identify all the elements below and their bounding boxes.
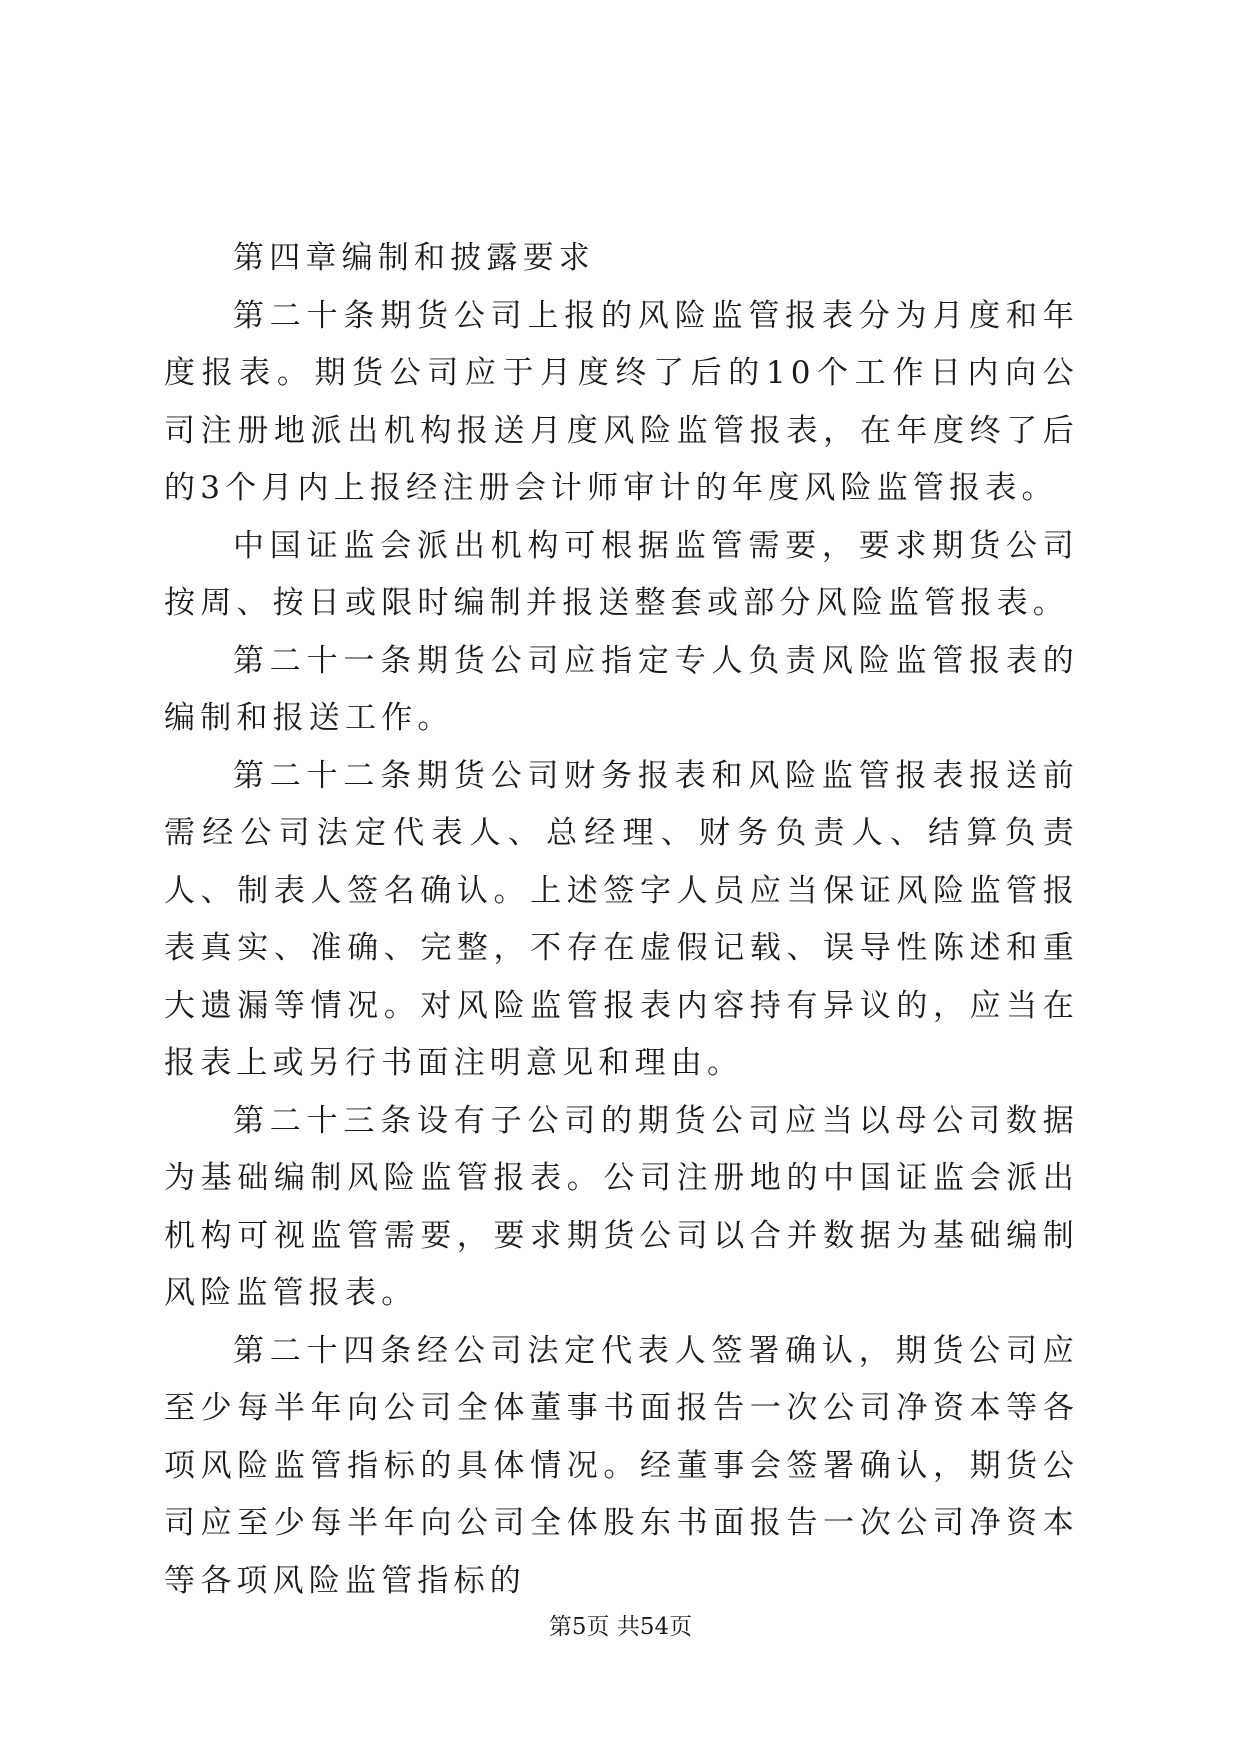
article-20-paragraph: 第二十条期货公司上报的风险监管报表分为月度和年度报表。期货公司应于月度终了后的10个工作日内向公司注册地派出机构报送月度风险监管报表，在年度终了后的3个月内上报经注册会计师审计的年度风险监管报表。 xyxy=(164,297,1079,506)
page-footer xyxy=(0,1612,1241,1642)
article-24-paragraph: 第二十四条经公司法定代表人签署确认，期货公司应至少每半年向公司全体董事书面报告一次公司净资本等各项风险监管指标的具体情况。经董事会签署确认，期货公司应至少每半年向公司全体股东书面报告一次公司净资本等各项风险监管指标的 xyxy=(164,1332,1079,1599)
document-body xyxy=(164,230,1079,1610)
article-22-paragraph: 第二十二条期货公司财务报表和风险监管报表报送前需经公司法定代表人、总经理、财务负责人、结算负责人、制表人签名确认。上述签字人员应当保证风险监管报表真实、准确、完整，不存在虚假记载、误导性陈述和重大遗漏等情况。对风险监管报表内容持有异议的，应当在报表上或另行书面注明意见和理由。 xyxy=(164,757,1079,1081)
chapter-heading: 第四章编制和披露要求 xyxy=(233,240,595,276)
article-23-paragraph: 第二十三条设有子公司的期货公司应当以母公司数据为基础编制风险监管报表。公司注册地的中国证监会派出机构可视监管需要，要求期货公司以合并数据为基础编制风险监管报表。 xyxy=(164,1102,1079,1311)
page-number: 第5页 共54页 xyxy=(548,1614,693,1640)
csrc-requirement-paragraph: 中国证监会派出机构可根据监管需要，要求期货公司按周、按日或限时编制并报送整套或部分风险监管报表。 xyxy=(164,527,1079,621)
article-21-paragraph: 第二十一条期货公司应指定专人负责风险监管报表的编制和报送工作。 xyxy=(164,642,1079,736)
